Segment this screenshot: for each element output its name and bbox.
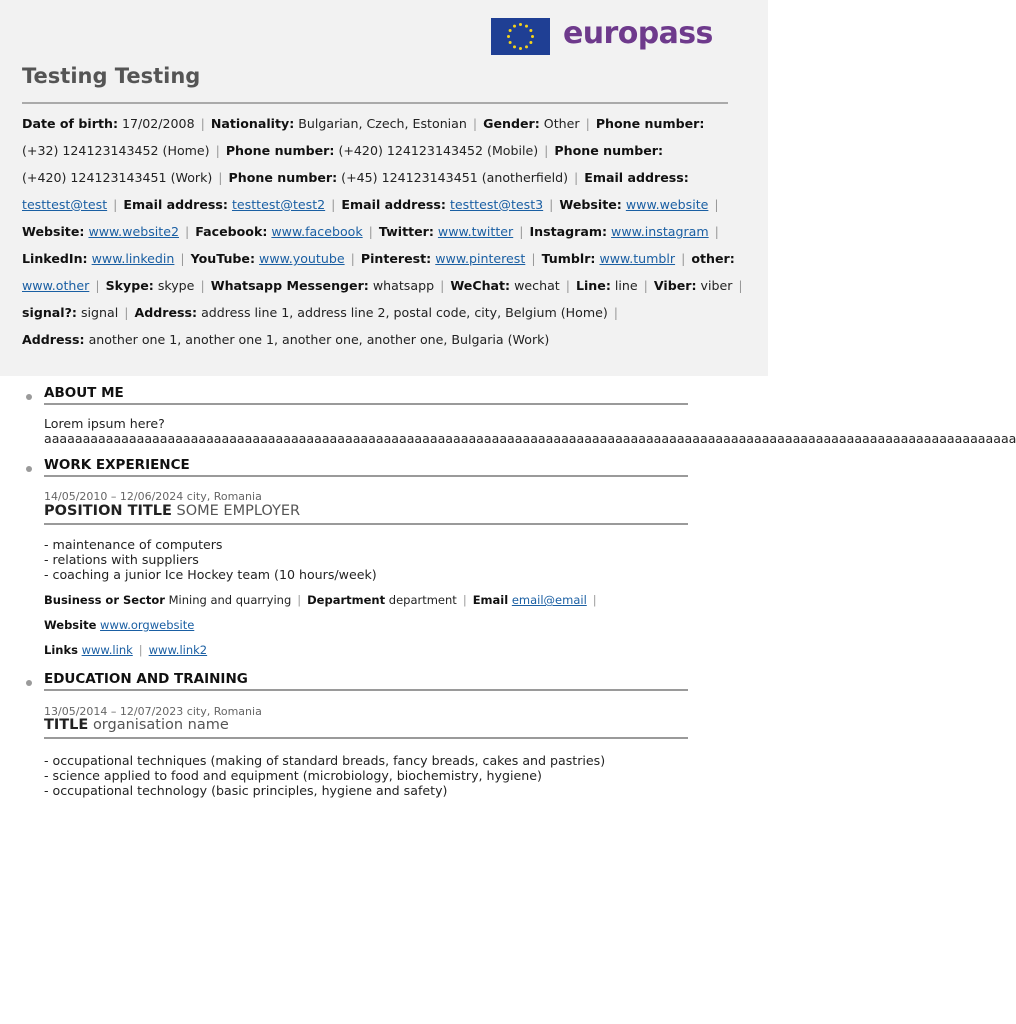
info-line-8	[22, 301, 738, 328]
separator: |	[592, 593, 597, 607]
employer-name: SOME EMPLOYER	[176, 503, 301, 519]
separator: |	[138, 643, 143, 657]
person-name: Testing Testing	[22, 64, 201, 88]
phone-label: Phone number:	[228, 170, 338, 185]
about-line-2: aaaaaaaaaaaaaaaaaaaaaaaaaaaaaaaaaaaaaaaaaaaaaaaaaaaaaaaaaaaaaaaaaaaaaaaaaaaaaaaaaaaaaaaaaaaaaaaaaaaaaaaaaaaaaaaaaaaaaaaaaaaaaa	[44, 431, 1016, 446]
gender-label: Gender:	[483, 116, 540, 131]
eu-star	[519, 47, 522, 50]
other-link[interactable]: www.other	[22, 278, 90, 293]
eu-star	[525, 25, 528, 28]
email-link-3[interactable]: testtest@test3	[449, 197, 544, 212]
link-2[interactable]: www.link2	[148, 643, 208, 657]
eu-star	[513, 45, 516, 48]
about-text	[44, 416, 1016, 446]
youtube-link[interactable]: www.youtube	[259, 251, 345, 266]
sector-value: Mining and quarrying	[168, 593, 292, 607]
website-link-2[interactable]: www.website2	[88, 224, 179, 239]
about-line-1: Lorem ipsum here?	[44, 416, 165, 431]
separator: |	[95, 278, 100, 293]
separator: |	[565, 278, 570, 293]
youtube-label: YouTube:	[190, 251, 256, 266]
separator: |	[573, 170, 579, 185]
instagram-link[interactable]: www.instagram	[611, 224, 709, 239]
pinterest-link[interactable]: www.pinterest	[435, 251, 526, 266]
website-label: Website:	[22, 224, 85, 239]
eu-star	[509, 29, 512, 32]
email-label: Email address:	[123, 197, 228, 212]
duty-item: - coaching a junior Ice Hockey team (10 hours/week)	[44, 567, 377, 582]
separator: |	[544, 143, 549, 158]
signal-value: signal	[80, 305, 119, 320]
twitter-label: Twitter:	[378, 224, 434, 239]
separator: |	[440, 278, 445, 293]
address-value-home: address line 1, address line 2, postal code, city, Belgium (Home)	[201, 305, 608, 320]
phone-value-other: (+45) 124123143451 (anotherfield)	[341, 170, 568, 185]
work-email-link[interactable]: email@email	[511, 593, 587, 607]
email-label: Email address:	[584, 170, 689, 185]
facebook-link[interactable]: www.facebook	[271, 224, 363, 239]
address-value-work: another one 1, another one 1, another one, another one, Bulgaria (Work)	[88, 332, 550, 347]
section-bullet	[26, 680, 32, 686]
line-label: Line:	[575, 278, 611, 293]
whatsapp-label: Whatsapp Messenger:	[210, 278, 369, 293]
phone-value-work: (+420) 124123143451 (Work)	[22, 170, 213, 185]
qualification-title: TITLE	[44, 717, 89, 733]
skype-value: skype	[157, 278, 195, 293]
address-label: Address:	[134, 305, 198, 320]
section-title-work: WORK EXPERIENCE	[44, 457, 190, 473]
separator: |	[218, 170, 223, 185]
info-line-3	[22, 166, 738, 193]
eu-star	[525, 45, 528, 48]
separator: |	[297, 593, 302, 607]
separator: |	[124, 305, 129, 320]
wechat-value: wechat	[514, 278, 560, 293]
separator: |	[472, 116, 478, 131]
personal-info	[22, 112, 743, 355]
section-title-education: EDUCATION AND TRAINING	[44, 671, 248, 687]
separator: |	[643, 278, 648, 293]
nationality-value: Bulgarian, Czech, Estonian	[298, 116, 467, 131]
separator: |	[185, 224, 190, 239]
separator: |	[350, 251, 355, 266]
eu-star	[529, 41, 532, 44]
instagram-label: Instagram:	[529, 224, 608, 239]
separator: |	[613, 305, 619, 320]
separator: |	[113, 197, 118, 212]
linkedin-link[interactable]: www.linkedin	[91, 251, 175, 266]
qualification-divider	[44, 737, 688, 739]
eu-star	[529, 29, 532, 32]
tumblr-label: Tumblr:	[541, 251, 596, 266]
org-website-link[interactable]: www.orgwebsite	[100, 618, 195, 632]
dob-value: 17/02/2008	[122, 116, 195, 131]
email-label: Email	[472, 593, 509, 607]
education-position	[44, 717, 229, 733]
organisation-name: organisation name	[92, 717, 229, 733]
dob-label: Date of birth:	[22, 116, 118, 131]
address-label: Address:	[22, 332, 85, 347]
facebook-label: Facebook:	[195, 224, 268, 239]
section-bullet	[26, 394, 32, 400]
phone-label: Phone number:	[595, 116, 705, 131]
separator: |	[200, 116, 205, 131]
section-bullet	[26, 466, 32, 472]
gender-value: Other	[543, 116, 580, 131]
info-line-1	[22, 112, 738, 139]
eu-star	[519, 23, 522, 26]
links-label: Links	[44, 643, 78, 657]
eu-star	[509, 41, 512, 44]
separator: |	[215, 143, 220, 158]
eu-star	[531, 35, 534, 38]
pinterest-label: Pinterest:	[360, 251, 432, 266]
separator: |	[549, 197, 554, 212]
info-line-9	[22, 328, 738, 355]
info-line-2	[22, 139, 738, 166]
separator: |	[681, 251, 686, 266]
separator: |	[200, 278, 205, 293]
subject-item: - occupational techniques (making of standard breads, fancy breads, cakes and pastries)	[44, 753, 606, 768]
viber-label: Viber:	[653, 278, 697, 293]
email-link-2[interactable]: testtest@test2	[231, 197, 326, 212]
separator: |	[368, 224, 373, 239]
info-line-6	[22, 247, 738, 274]
position-title: POSITION TITLE	[44, 503, 172, 519]
website-label: Website:	[559, 197, 622, 212]
sector-label: Business or Sector	[44, 593, 165, 607]
work-duties	[44, 537, 377, 582]
separator: |	[738, 278, 743, 293]
email-link-1[interactable]: testtest@test	[22, 197, 108, 212]
department-value: department	[388, 593, 457, 607]
viber-value: viber	[700, 278, 733, 293]
phone-value-mobile: (+420) 124123143452 (Mobile)	[338, 143, 539, 158]
separator: |	[462, 593, 467, 607]
position-divider	[44, 523, 688, 525]
separator: |	[331, 197, 336, 212]
website-link-1[interactable]: www.website	[625, 197, 709, 212]
cv-header	[0, 0, 768, 376]
work-dates: 14/05/2010 – 12/06/2024 city, Romania	[44, 490, 262, 503]
twitter-link[interactable]: www.twitter	[437, 224, 514, 239]
work-position	[44, 503, 300, 519]
subject-item: - occupational technology (basic principles, hygiene and safety)	[44, 783, 448, 798]
linkedin-label: LinkedIn:	[22, 251, 88, 266]
info-line-5	[22, 220, 738, 247]
name-divider	[22, 102, 728, 104]
phone-label: Phone number:	[225, 143, 335, 158]
nationality-label: Nationality:	[210, 116, 295, 131]
website-label: Website	[44, 618, 97, 632]
education-subjects	[44, 753, 605, 798]
work-website	[44, 618, 194, 632]
separator: |	[714, 224, 719, 239]
separator: |	[180, 251, 185, 266]
line-value: line	[614, 278, 638, 293]
department-label: Department	[307, 593, 386, 607]
signal-label: signal?:	[22, 305, 77, 320]
eu-star	[507, 35, 510, 38]
section-divider	[44, 689, 688, 691]
education-dates: 13/05/2014 – 12/07/2023 city, Romania	[44, 705, 262, 718]
separator: |	[714, 197, 719, 212]
other-label: other:	[691, 251, 735, 266]
phone-label: Phone number:	[554, 143, 664, 158]
eu-star	[513, 25, 516, 28]
work-links	[44, 643, 207, 657]
separator: |	[585, 116, 590, 131]
work-details	[44, 593, 603, 607]
europass-wordmark: europass	[563, 16, 713, 51]
section-divider	[44, 475, 688, 477]
section-divider	[44, 403, 688, 405]
phone-value-home: (+32) 124123143452 (Home)	[22, 143, 210, 158]
whatsapp-value: whatsapp	[372, 278, 435, 293]
eu-flag-icon	[491, 18, 550, 55]
info-line-7	[22, 274, 743, 301]
link-1[interactable]: www.link	[81, 643, 133, 657]
wechat-label: WeChat:	[450, 278, 511, 293]
section-title-about: ABOUT ME	[44, 385, 124, 401]
separator: |	[519, 224, 524, 239]
tumblr-link[interactable]: www.tumblr	[599, 251, 676, 266]
duty-item: - maintenance of computers	[44, 537, 223, 552]
skype-label: Skype:	[105, 278, 154, 293]
subject-item: - science applied to food and equipment (microbiology, biochemistry, hygiene)	[44, 768, 542, 783]
duty-item: - relations with suppliers	[44, 552, 199, 567]
info-line-4	[22, 193, 738, 220]
separator: |	[531, 251, 536, 266]
email-label: Email address:	[341, 197, 446, 212]
